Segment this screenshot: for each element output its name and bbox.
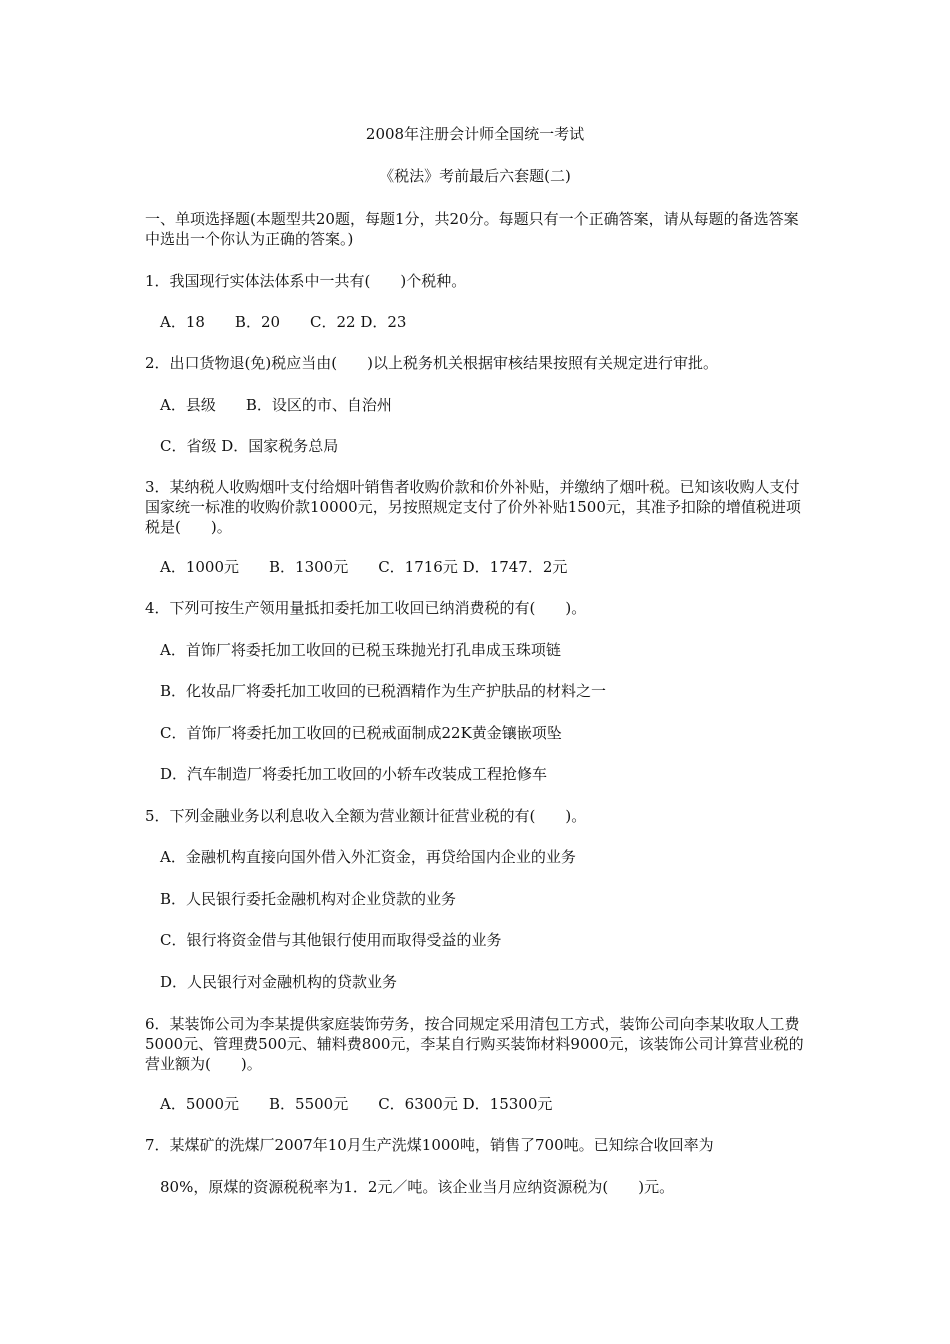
question-4-stem: 4．下列可按生产领用量抵扣委托加工收回已纳消费税的有( )。 (145, 599, 587, 617)
question-6-stem: 6．某装饰公司为李某提供家庭装饰劳务，按合同规定采用清包工方式，装饰公司向李某收取人工费5000元、管理费500元、辅料费800元，李某自行购买装饰材料9000元，该装饰公司计算营业税的营业额为( )。 (145, 1015, 804, 1073)
question-2-options-ab: A．县级 B．设区的市、自治州 (160, 396, 392, 414)
question-4-option-a: A．首饰厂将委托加工收回的已税玉珠抛光打孔串成玉珠项链 (160, 641, 561, 659)
document-subtitle: 《税法》考前最后六套题(二) (379, 167, 571, 185)
question-2-stem: 2．出口货物退(免)税应当由( )以上税务机关根据审核结果按照有关规定进行审批。 (145, 354, 718, 372)
question-5-option-c: C．银行将资金借与其他银行使用而取得受益的业务 (160, 931, 502, 949)
question-4-option-b: B．化妆品厂将委托加工收回的已税酒精作为生产护肤品的材料之一 (160, 682, 607, 700)
question-5-option-d: D．人民银行对金融机构的贷款业务 (160, 973, 398, 991)
question-3-options: A．1000元 B．1300元 C．1716元 D．1747．2元 (160, 558, 568, 576)
question-1-stem: 1．我国现行实体法体系中一共有( )个税种。 (145, 272, 467, 290)
question-2-options-cd: C．省级 D．国家税务总局 (160, 437, 339, 455)
question-5-option-b: B．人民银行委托金融机构对企业贷款的业务 (160, 890, 457, 908)
question-6-options: A．5000元 B．5500元 C．6300元 D．15300元 (160, 1095, 553, 1113)
question-1-options: A．18 B．20 C．22 D．23 (160, 313, 407, 331)
document-title: 2008年注册会计师全国统一考试 (365, 125, 585, 143)
question-5-stem: 5．下列金融业务以利息收入全额为营业额计征营业税的有( )。 (145, 807, 587, 825)
question-4-option-c: C．首饰厂将委托加工收回的已税戒面制成22K黄金镶嵌项坠 (160, 724, 562, 742)
question-7-continuation: 80%，原煤的资源税税率为1．2元／吨。该企业当月应纳资源税为( )元。 (160, 1178, 675, 1196)
question-4-option-d: D．汽车制造厂将委托加工收回的小轿车改装成工程抢修车 (160, 765, 548, 783)
question-3-stem: 3．某纳税人收购烟叶支付给烟叶销售者收购价款和价外补贴，并缴纳了烟叶税。已知该收购人支付国家统一标准的收购价款10000元，另按照规定支付了价外补贴1500元，其准予扣除的增值税进项税是( )。 (145, 478, 801, 536)
question-7-stem: 7．某煤矿的洗煤厂2007年10月生产洗煤1000吨，销售了700吨。已知综合收回率为 (145, 1136, 714, 1154)
question-5-option-a: A．金融机构直接向国外借入外汇资金，再贷给国内企业的业务 (160, 848, 576, 866)
section-heading: 一、单项选择题(本题型共20题，每题1分，共20分。每题只有一个正确答案，请从每题的备选答案中选出一个你认为正确的答案。) (145, 210, 799, 248)
